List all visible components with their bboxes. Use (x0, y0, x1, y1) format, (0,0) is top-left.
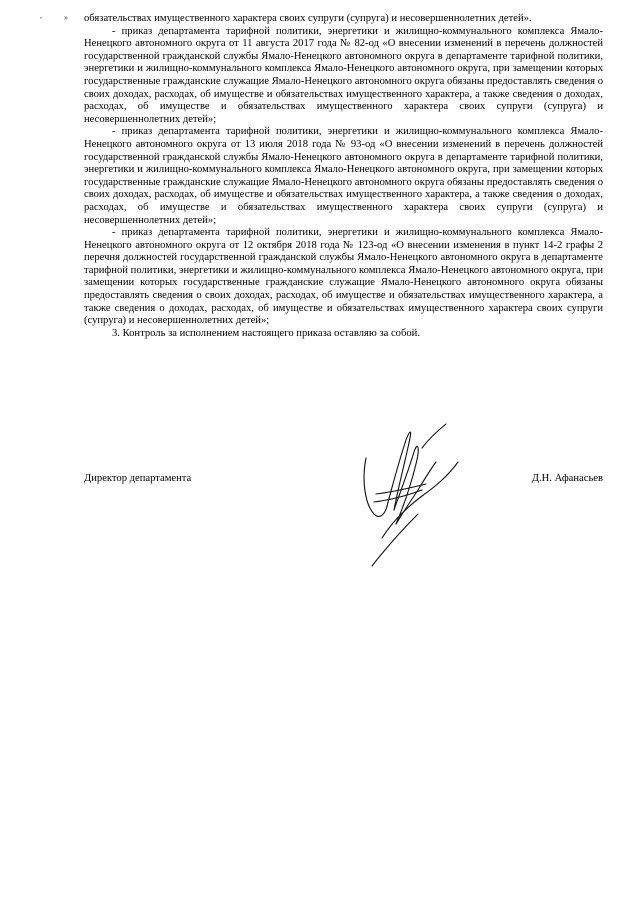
paragraph-order-july-2018: - приказ департамента тарифной политики, энергетики и жилищно-коммунального комплекса Ямало-Ненецкого автономного округа от 13 июля 2018 года № 93-од «О внесении изменений в перечень должностей государственной гражданской службы Ямало-Ненецкого автономного округа в департаменте тарифной политики, энергетики и жилищно-коммунального комплекса Ямало-Ненецкого автономного округа, при замещении которых государственные гражданские служащие Ямало-Ненецкого автономного округа обязаны предоставлять сведения о своих доходах, расходах, об имуществе и обязательствах имущественного характера, а также сведения о доходах, расходах, об имуществе и обязательствах имущественного характера своих супруги (супруга) и несовершеннолетних детей»; (84, 126, 603, 226)
signature-block (84, 472, 603, 486)
paragraph-order-october-2018: - приказ департамента тарифной политики, энергетики и жилищно-коммунального комплекса Ямало-Ненецкого автономного округа от 12 октября 2018 года № 123-од «О внесении изменения в пункт 14-2 графы 2 перечня должностей государственной гражданской службы Ямало-Ненецкого автономного округа в департаменте тарифной политики, энергетики и жилищно-коммунального комплекса Ямало-Ненецкого автономного округа, при замещении которых государственные гражданские служащие Ямало-Ненецкого автономного округа обязаны предоставлять сведения о своих доходах, расходах, об имуществе и обязательствах имущественного характера, а также сведения о доходах, расходах, об имуществе и обязательствах имущественного характера своих супруги (супруга) и несовершеннолетних детей»; (84, 227, 603, 327)
document-body (84, 13, 603, 340)
scan-mark: » (64, 13, 68, 22)
signatory-position: Директор департамента (84, 473, 192, 484)
handwritten-signature (352, 418, 472, 568)
scan-mark: , (40, 11, 42, 20)
paragraph-control: 3. Контроль за исполнением настоящего приказа оставляю за собой. (112, 327, 420, 339)
paragraph-order-2017: - приказ департамента тарифной политики, энергетики и жилищно-коммунального комплекса Ямало-Ненецкого автономного округа от 11 августа 2017 года № 82-од «О внесении изменений в перечень должностей государственной гражданской службы Ямало-Ненецкого автономного округа в департаменте тарифной политики, энергетики и жилищно-коммунального комплекса Ямало-Ненецкого автономного округа, при замещении которых государственные гражданские служащие Ямало-Ненецкого автономного округа обязаны предоставлять сведения о своих доходах, расходах, об имуществе и обязательствах имущественного характера, а также сведения о доходах, расходах, об имуществе и обязательствах имущественного характера своих супруги (супруга) и несовершеннолетних детей»; (84, 25, 603, 125)
signatory-name: Д.Н. Афанасьев (531, 473, 603, 484)
paragraph-continuation: обязательствах имущественного характера своих супруги (супруга) и несовершеннолетних детей». (84, 13, 532, 24)
